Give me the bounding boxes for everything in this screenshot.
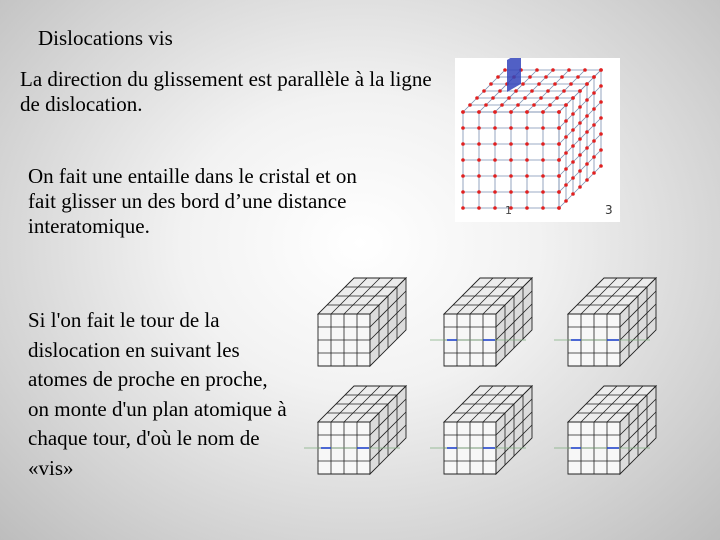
cube-illustration (430, 278, 532, 366)
lattice-label-right: 3 (605, 203, 613, 217)
paragraph-notch: On fait une entaille dans le cristal et on fait glisser un des bord d’une distance interatomique. (28, 164, 357, 238)
cube-illustration (318, 278, 406, 366)
paragraph-circuit: Si l'on fait le tour de la dislocation en suivant les atomes de proche en proche, on monte d'un plan atomique à chaque tour, d'où le nom de «vis» (28, 308, 287, 480)
crystal-lattice-figure (455, 58, 620, 222)
screw-dislocation-cubes-figure (296, 272, 688, 488)
slip-plane-marker (507, 58, 521, 92)
cube-illustration (430, 386, 532, 474)
cube-illustration (554, 386, 656, 474)
paragraph-slip-direction: La direction du glissement est parallèle à la ligne de dislocation. (20, 67, 432, 116)
cube-illustration (554, 278, 656, 366)
lattice-label-left: 1 (505, 204, 512, 217)
slide-title: Dislocations vis (38, 26, 173, 50)
cube-illustration (304, 386, 406, 474)
